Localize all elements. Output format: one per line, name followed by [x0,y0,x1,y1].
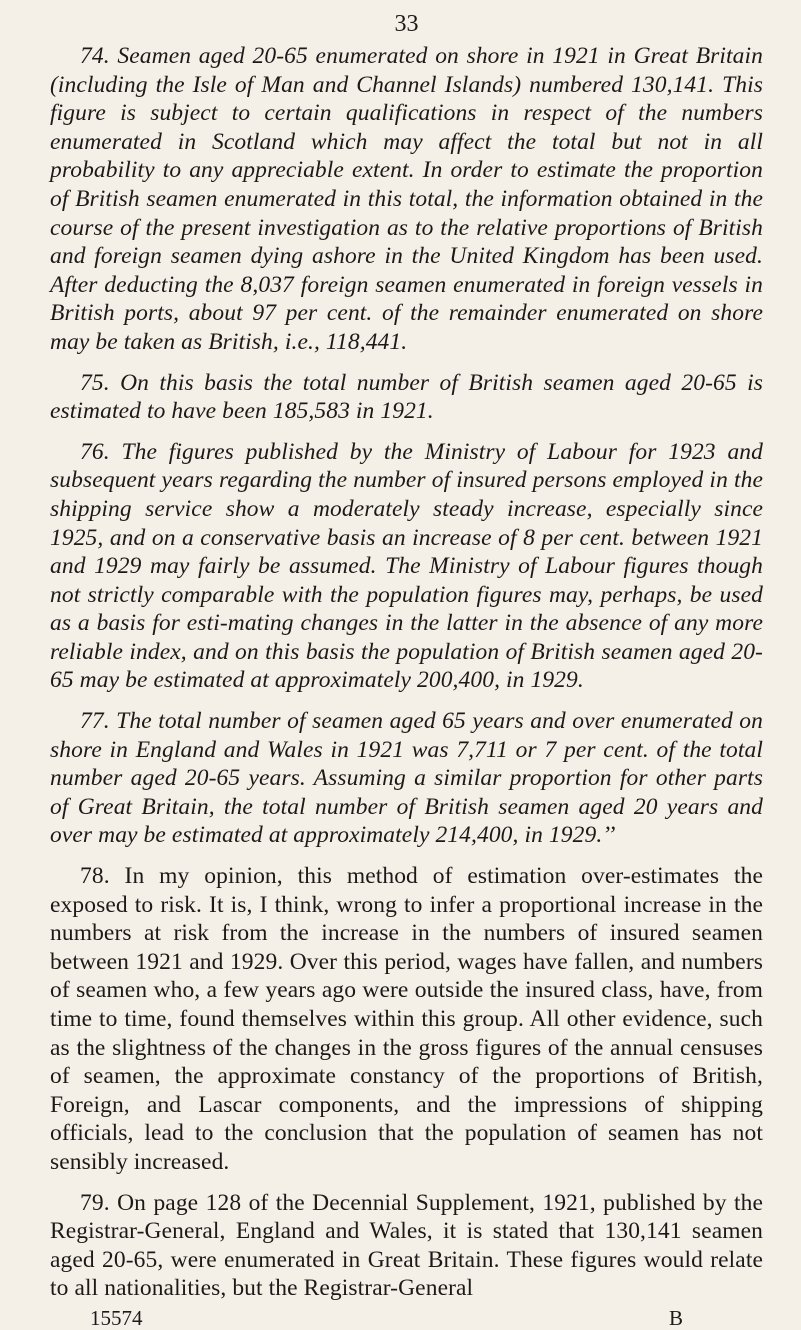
paragraph-77 [50,707,763,850]
paragraph-number: 76. [80,438,110,465]
print-code: 15574 [90,1305,143,1330]
paragraph-number: 75. [80,369,110,396]
paragraph-number: 79. [80,1189,110,1216]
paragraph-text: On this basis the total number of British seamen aged 20-65 is estimated to have been 185,583 in 1921. [50,369,763,425]
paragraph-number: 74. [80,43,110,69]
signature-mark: B [668,1305,683,1330]
paragraph-79 [50,1189,763,1303]
paragraph-76 [50,438,763,695]
page-number: 33 [394,11,419,37]
paragraph-text: Seamen aged 20-65 enumerated on shore in 1921 in Great Britain (including the Isle of Man and Channel Islands) numbered 130,141. This figure is subject to certain qualifications in respect of the numbers enumerated in Scotland which may affect the total but not in all probability to any appreciable extent. In order to estimate the proportion of British seamen enumerated in this total, the information obtained in the course of the present investigation as to the relative proportions of British and foreign seamen dying ashore in the United Kingdom has been used. After deducting the 8,037 foreign seamen enumerated in foreign vessels in British ports, about 97 per cent. of the remainder enumerated on shore may be taken as British, i.e., 118,441. [50,43,763,355]
paragraph-text: The total number of seamen aged 65 years and over enumerated on shore in England and Wales in 1921 was 7,711 or 7 per cent. of the total number aged 20-65 years. Assuming a similar proportion for other parts of Great Britain, the total number of British seamen aged 20 years and over may be estimated at approximately 214,400, in 1929.’’ [50,708,763,849]
paragraph-text: On page 128 of the Decennial Supplement, 1921, published by the Registrar-General, England and Wales, it is stated that 130,141 seamen aged 20-65, were enumerated in Great Britain. These figures would relate to all nationalities, but the Registrar-General [50,1189,763,1302]
paragraph-78 [50,862,763,1177]
paragraph-text: In my opinion, this method of estimation over-estimates the exposed to risk. It is, I think, wrong to infer a proportional increase in the numbers at risk from the increase in the numbers of insured seamen between 1921 and 1929. Over this period, wages have fallen, and numbers of seamen who, a few years ago were outside the insured class, have, from time to time, found themselves within this group. All other evidence, such as the slightness of the changes in the gross figures of the annual censuses of seamen, the approximate constancy of the proportions of British, Foreign, and Lascar components, and the impressions of shipping officials, lead to the conclusion that the population of seamen has not sensibly increased. [50,863,763,1175]
paragraph-text: The figures published by the Ministry of Labour for 1923 and subsequent years regarding the number of insured persons employed in the shipping service show a moderately steady increase, especially since 1925, and on a conservative basis an increase of 8 per cent. between 1921 and 1929 may fairly be assumed. The Ministry of Labour figures though not strictly comparable with the population figures may, perhaps, be used as a basis for esti-mating changes in the latter in the absence of any more reliable index, and on this basis the population of British seamen aged 20-65 may be estimated at approximately 200,400, in 1929. [50,438,763,694]
paragraph-number: 78. [80,863,110,890]
paragraph-74 [50,42,763,357]
paragraph-75 [50,369,763,426]
paragraph-number: 77. [80,708,110,735]
